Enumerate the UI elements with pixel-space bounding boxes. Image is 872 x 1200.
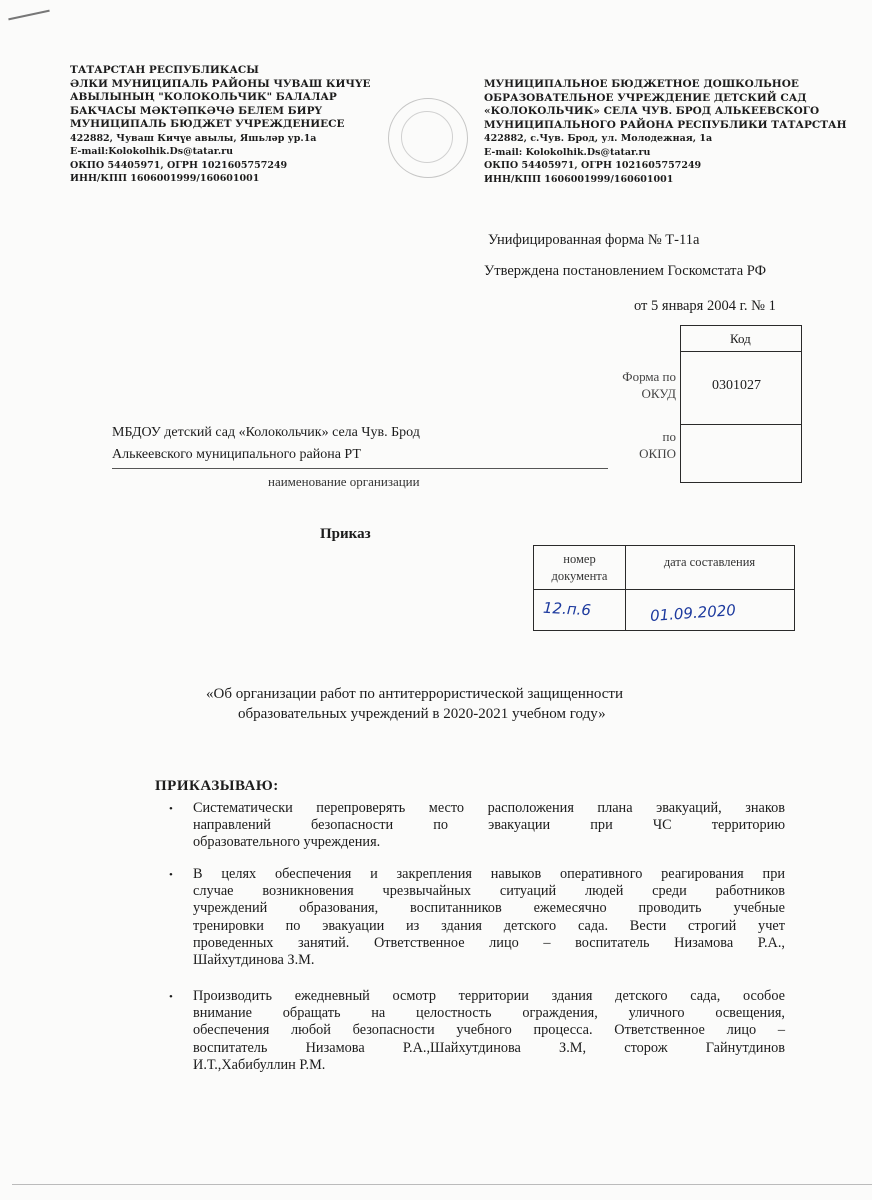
header-left-line: E-mail:Kolokolhik.Ds@tatar.ru bbox=[70, 146, 234, 157]
order-item bbox=[165, 866, 785, 969]
header-right-line: МУНИЦИПАЛЬНОГО РАЙОНА РЕСПУБЛИКИ ТАТАРСТАН bbox=[484, 118, 847, 131]
order-item-line: И.Т.,Хабибуллин Р.М. bbox=[193, 1056, 326, 1073]
header-right-line: E-mail: Kolokolhik.Ds@tatar.ru bbox=[484, 146, 651, 158]
order-item-line: В целях обеспечения и закрепления навыков оперативного реагирования при bbox=[193, 866, 785, 882]
order-item-line: воспитатель Низамова Р.А.,Шайхутдинова З.М, сторож Гайнутдинов bbox=[193, 1039, 785, 1056]
unified-form-label: Унифицированная форма № Т-11а bbox=[488, 232, 700, 248]
order-item bbox=[165, 800, 785, 852]
order-item-line: Производить ежедневный осмотр территории здания детского сада, особое bbox=[193, 988, 785, 1004]
order-item-line: проведенных занятий. Ответственное лицо – воспитатель Низамова Р.А., bbox=[193, 934, 785, 951]
header-left-line: ОКПО 54405971, ОГРН 1021605757249 bbox=[70, 159, 288, 171]
order-item-line: Систематически перепроверять место расположения плана эвакуаций, знаков bbox=[193, 800, 785, 816]
organization-name-line2: Алькеевского муниципального района РТ bbox=[112, 447, 361, 462]
header-right-line: ИНН/КПП 1606001999/160601001 bbox=[484, 173, 674, 185]
okpo-label: по ОКПО bbox=[639, 429, 676, 461]
okud-label: Форма по ОКУД bbox=[622, 369, 676, 401]
header-left-line: ИНН/КПП 1606001999/160601001 bbox=[70, 173, 260, 184]
order-item bbox=[165, 988, 785, 1074]
order-item-line: случае возникновения чрезвычайных ситуаций людей среди работников bbox=[193, 883, 785, 900]
approved-by-label: Утверждена постановлением Госкомстата РФ bbox=[484, 263, 767, 279]
document-number-value: 12.п.6 bbox=[542, 598, 592, 620]
header-right-line: ОКПО 54405971, ОГРН 1021605757249 bbox=[484, 160, 702, 171]
organization-caption: наименование организации bbox=[268, 474, 420, 489]
order-item-line: внимание обращать на целостность ограждения, уличного освещения, bbox=[193, 1005, 785, 1022]
document-number-header: номер документа bbox=[551, 552, 608, 583]
order-heading: ПРИКАЗЫВАЮ: bbox=[155, 778, 279, 794]
order-title: Приказ bbox=[320, 526, 371, 542]
header-left-line: 422882, Чуваш Кичүе авылы, Яшьләр ур.1а bbox=[70, 132, 317, 144]
organization-underline bbox=[112, 468, 608, 469]
header-right-line: 422882, с.Чув. Брод, ул. Молодежная, 1а bbox=[484, 133, 713, 144]
header-left-line: АВЫЛЫНЫҢ "КОЛОКОЛЬЧИК" БАЛАЛАР bbox=[70, 91, 337, 103]
order-subject-line2: образовательных учреждений в 2020-2021 учебном году» bbox=[238, 706, 606, 722]
bullet-icon: • bbox=[169, 803, 173, 815]
organization-seal bbox=[388, 98, 468, 178]
date-reference: от 5 января 2004 г. № 1 bbox=[634, 298, 776, 314]
bullet-icon: • bbox=[169, 991, 173, 1003]
organization-name-line1: МБДОУ детский сад «Колокольчик» села Чув. Брод bbox=[112, 425, 420, 440]
header-left-line: ӘЛКИ МУНИЦИПАЛЬ РАЙОНЫ ЧУВАШ КИЧҮЕ bbox=[70, 77, 371, 90]
scan-mark bbox=[12, 1184, 872, 1185]
order-item-text bbox=[193, 988, 785, 1074]
order-item-line: Шайхутдинова З.М. bbox=[193, 952, 315, 969]
order-item-line: тренировки по эвакуации из здания детского сада. Вести строгий учет bbox=[193, 917, 785, 934]
order-item-line: направлений безопасности по эвакуации при ЧС территорию bbox=[193, 817, 785, 834]
header-right-line: МУНИЦИПАЛЬНОЕ БЮДЖЕТНОЕ ДОШКОЛЬНОЕ bbox=[484, 78, 799, 90]
okud-code: 0301027 bbox=[712, 378, 761, 393]
order-item-text bbox=[193, 866, 785, 969]
header-right bbox=[484, 78, 847, 186]
bullet-icon: • bbox=[169, 869, 173, 881]
document-date-value: 01.09.2020 bbox=[649, 601, 737, 625]
header-left bbox=[70, 64, 370, 186]
order-subject-line1: «Об организации работ по антитеррористической защищенности bbox=[206, 686, 623, 702]
header-left-line: ТАТАРСТАН РЕСПУБЛИКАСЫ bbox=[70, 64, 259, 76]
header-left-line: МУНИЦИПАЛЬ БЮДЖЕТ УЧРЕЖДЕНИЕСЕ bbox=[70, 118, 345, 130]
header-right-line: ОБРАЗОВАТЕЛЬНОЕ УЧРЕЖДЕНИЕ ДЕТСКИЙ САД bbox=[484, 91, 807, 104]
header-right-line: «КОЛОКОЛЬЧИК» СЕЛА ЧУВ. БРОД АЛЬКЕЕВСКОГО bbox=[484, 105, 820, 117]
scan-mark bbox=[8, 10, 49, 21]
order-item-line: обеспечения любой безопасности учебного процесса. Ответственное лицо – bbox=[193, 1022, 785, 1039]
header-left-line: БАКЧАСЫ МӘКТӘПКӘЧӘ БЕЛЕМ БИРҮ bbox=[70, 104, 322, 117]
order-item-line: образовательного учреждения. bbox=[193, 834, 381, 851]
order-item-line: учреждений образования, воспитанников ежемесячно проводить учебные bbox=[193, 900, 785, 917]
order-item-text bbox=[193, 800, 785, 852]
document-date-header: дата составления bbox=[663, 555, 756, 569]
code-header: Код bbox=[730, 331, 751, 346]
code-table bbox=[680, 325, 802, 483]
